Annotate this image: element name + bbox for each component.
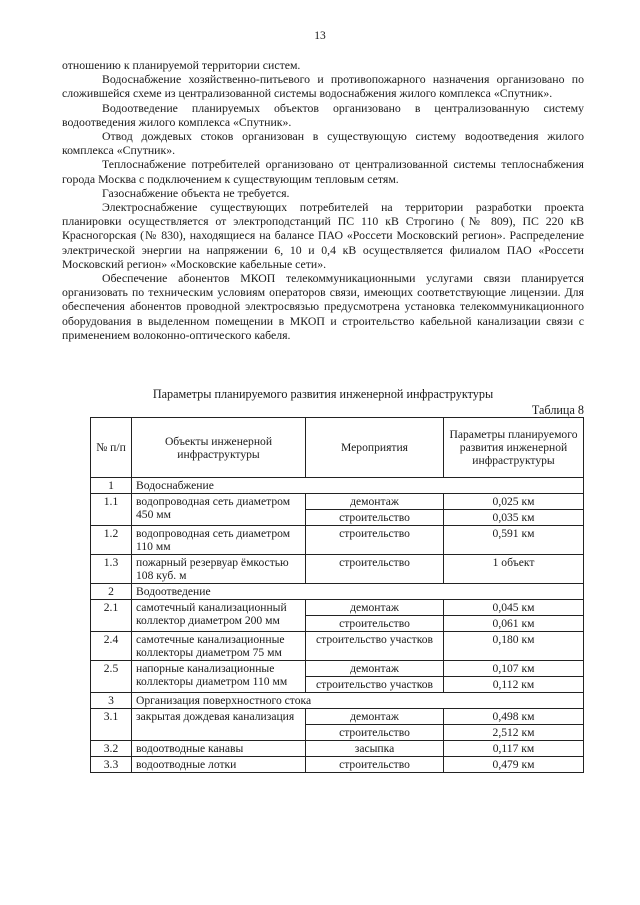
- paragraph: Теплоснабжение потребителей организовано от централизованной системы теплоснабжения города Москва с подключением к существующим тепловым сетям.: [62, 157, 584, 186]
- row-number: 1.1: [91, 494, 132, 526]
- action-cell: засыпка: [306, 741, 444, 757]
- object-name: закрытая дождевая канализация: [132, 709, 306, 741]
- header-object: Объекты инженерной инфраструктуры: [132, 418, 306, 478]
- action-cell: демонтаж: [306, 600, 444, 616]
- table-row: [91, 600, 584, 616]
- section-number: 3: [91, 693, 132, 709]
- table-row: [91, 632, 584, 661]
- row-number: 2.1: [91, 600, 132, 632]
- object-name: самотечные канализационные коллекторы диаметром 75 мм: [132, 632, 306, 661]
- parameter-cell: 0,061 км: [444, 616, 584, 632]
- paragraph: Отвод дождевых стоков организован в существующую систему водоотведения жилого комплекса «Спутник».: [62, 129, 584, 158]
- section-number: 1: [91, 478, 132, 494]
- parameter-cell: 0,479 км: [444, 757, 584, 773]
- action-cell: строительство: [306, 555, 444, 584]
- object-name: водопроводная сеть диаметром 110 мм: [132, 526, 306, 555]
- row-number: 2.4: [91, 632, 132, 661]
- table-section-row: [91, 478, 584, 494]
- parameter-cell: 0,498 км: [444, 709, 584, 725]
- table-row: [91, 555, 584, 584]
- object-name: напорные канализационные коллекторы диаметром 110 мм: [132, 661, 306, 693]
- action-cell: демонтаж: [306, 661, 444, 677]
- page-number: 13: [314, 30, 326, 42]
- header-num: № п/п: [91, 418, 132, 478]
- paragraph: Водоснабжение хозяйственно-питьевого и противопожарного назначения организовано по сложившейся схеме из централизованной системы водоснабжения жилого комплекса «Спутник».: [62, 72, 584, 101]
- table-row: [91, 661, 584, 677]
- action-cell: строительство участков: [306, 677, 444, 693]
- parameter-cell: 0,035 км: [444, 510, 584, 526]
- header-params: Параметры планируемого развития инженерной инфраструктуры: [444, 418, 584, 478]
- action-cell: строительство участков: [306, 632, 444, 661]
- table-section-row: [91, 584, 584, 600]
- object-name: водоотводные лотки: [132, 757, 306, 773]
- section-title: Водоснабжение: [132, 478, 584, 494]
- parameter-cell: 0,117 км: [444, 741, 584, 757]
- body-text: [62, 58, 584, 342]
- row-number: 1.2: [91, 526, 132, 555]
- paragraph: Газоснабжение объекта не требуется.: [102, 185, 290, 200]
- section-number: 2: [91, 584, 132, 600]
- section-title: Водоотведение: [132, 584, 584, 600]
- action-cell: демонтаж: [306, 709, 444, 725]
- parameter-cell: 0,180 км: [444, 632, 584, 661]
- parameter-cell: 0,112 км: [444, 677, 584, 693]
- table-row: [91, 494, 584, 510]
- action-cell: строительство: [306, 757, 444, 773]
- action-cell: демонтаж: [306, 494, 444, 510]
- table-row: [91, 757, 584, 773]
- action-cell: строительство: [306, 616, 444, 632]
- paragraph: Водоотведение планируемых объектов организовано в централизованную систему водоотведения жилого комплекса «Спутник».: [62, 100, 584, 129]
- infrastructure-table: [90, 417, 584, 773]
- object-name: водоотводные канавы: [132, 741, 306, 757]
- object-name: пожарный резервуар ёмкостью 108 куб. м: [132, 555, 306, 584]
- paragraph: Электроснабжение существующих потребителей на территории разработки проекта планировки осуществляется от электроподстанций ПС 110 кВ Строгино (№ 809), ПС 220 кВ Красногорская (№ 830), находящиеся на балансе ПАО «Россети Московский регион». Распределение электрической энергии на напряжении 6, 10 и 0,4 кВ осуществляется филиалом ПАО «Россети Московский регион» «Московские кабельные сети».: [62, 200, 584, 271]
- parameter-cell: 0,107 км: [444, 661, 584, 677]
- section-title: Организация поверхностного стока: [132, 693, 584, 709]
- row-number: 1.3: [91, 555, 132, 584]
- table-title: Параметры планируемого развития инженерной инфраструктуры: [152, 387, 494, 401]
- row-number: 2.5: [91, 661, 132, 693]
- paragraph: Обеспечение абонентов МКОП телекоммуникационными услугами связи планируется организовать по техническим условиям операторов связи, имеющих соответствующие лицензии. Для обеспечения абонентов проводной электросвязью предусмотрена установка телекоммуникационного оборудования в выделенном помещении в МКОП и строительство кабельной канализации связи с применением волоконно-оптического кабеля.: [62, 271, 584, 342]
- object-name: водопроводная сеть диаметром 450 мм: [132, 494, 306, 526]
- table-row: [91, 741, 584, 757]
- action-cell: строительство: [306, 526, 444, 555]
- row-number: 3.2: [91, 741, 132, 757]
- parameter-cell: 0,045 км: [444, 600, 584, 616]
- action-cell: строительство: [306, 725, 444, 741]
- paragraph: отношению к планируемой территории систем.: [62, 58, 301, 72]
- table-body: [91, 478, 584, 773]
- row-number: 3.1: [91, 709, 132, 741]
- row-number: 3.3: [91, 757, 132, 773]
- parameter-cell: 1 объект: [444, 555, 584, 584]
- parameter-cell: 0,591 км: [444, 526, 584, 555]
- parameter-cell: 0,025 км: [444, 494, 584, 510]
- header-action: Мероприятия: [306, 418, 444, 478]
- table-row: [91, 709, 584, 725]
- parameter-cell: 2,512 км: [444, 725, 584, 741]
- object-name: самотечный канализационный коллектор диаметром 200 мм: [132, 600, 306, 632]
- table-section-row: [91, 693, 584, 709]
- table-label: Таблица 8: [531, 403, 584, 417]
- action-cell: строительство: [306, 510, 444, 526]
- table-row: [91, 526, 584, 555]
